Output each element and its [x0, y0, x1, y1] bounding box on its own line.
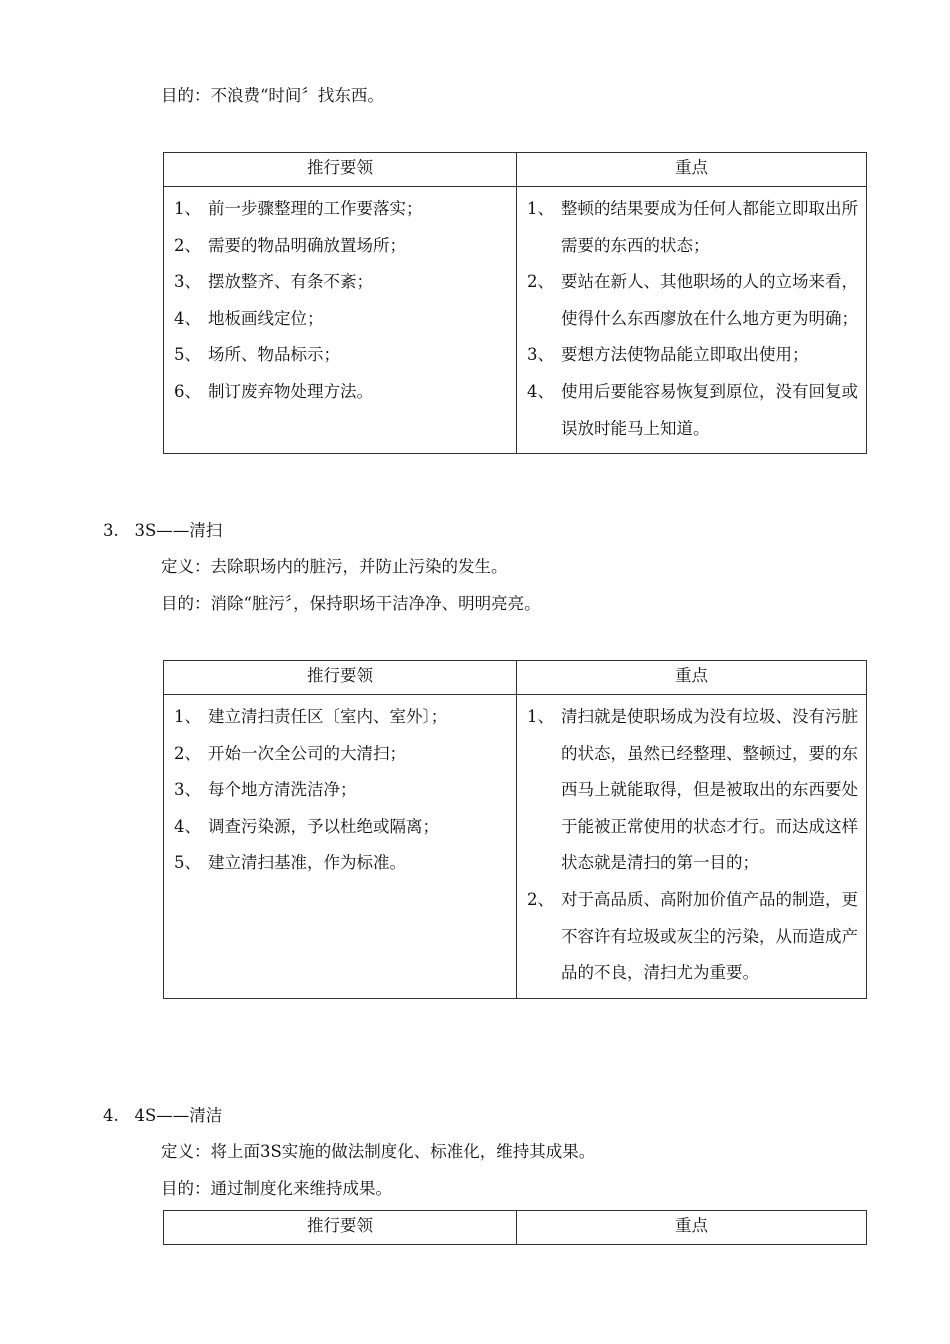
- list-item: 4、 调查污染源，予以杜绝或隔离；: [174, 816, 439, 836]
- section-4-purpose: 目的：通过制度化来维持成果。: [161, 1179, 392, 1198]
- table-header-left: 推行要领: [164, 661, 517, 695]
- seiton-purpose: 目的：不浪费“时间〞找东西。: [161, 86, 384, 105]
- seiketsu-table: [163, 1210, 867, 1245]
- section-3-number: 3.: [103, 521, 119, 540]
- table-header-left: 推行要领: [164, 1211, 517, 1245]
- list-item: 3、 要想方法使物品能立即取出使用；: [527, 345, 809, 365]
- table-header-right: 重点: [517, 153, 867, 187]
- section-3-definition: 定义：去除职场内的脏污，并防止污染的发生。: [161, 557, 508, 576]
- list-item: 1、 建立清扫责任区〔室内、室外〕；: [174, 707, 448, 726]
- focus-column: [517, 187, 867, 454]
- section-4-heading: [103, 1105, 222, 1127]
- section-4-number: 4.: [103, 1106, 119, 1125]
- list-item: 6、 制订废弃物处理方法。: [174, 381, 373, 401]
- list-item: 3、 摆放整齐、有条不紊；: [174, 272, 373, 292]
- list-item: 2、 开始一次全公司的大清扫；: [174, 743, 406, 763]
- table-header-left: 推行要领: [164, 153, 517, 187]
- key-points-column: [164, 695, 517, 999]
- section-3-purpose: 目的：消除“脏污〞，保持职场干洁净净、明明亮亮。: [161, 594, 541, 613]
- key-points-column: [164, 187, 517, 454]
- list-item: 1、 前一步骤整理的工作要落实；: [174, 199, 423, 218]
- focus-column: [517, 695, 867, 999]
- list-item: 2、 需要的物品明确放置场所；: [174, 235, 406, 255]
- list-item: 1、 整顿的结果要成为任何人都能立即取出所需要的东西的状态；: [527, 199, 858, 255]
- list-item: 3、 每个地方清洗洁净；: [174, 780, 357, 800]
- seiso-table: [163, 660, 867, 999]
- seiton-table: [163, 152, 867, 454]
- list-item: 2、 要站在新人、其他职场的人的立场来看，使得什么东西廖放在什么地方更为明确；: [527, 272, 858, 328]
- section-3-title: 3S——清扫: [134, 521, 223, 540]
- list-item: 2、 对于高品质、高附加价值产品的制造，更不容许有垃圾或灰尘的污染，从而造成产品的不良，清扫尤为重要。: [527, 889, 858, 983]
- table-header-right: 重点: [517, 1211, 867, 1245]
- list-item: 4、 地板画线定位；: [174, 308, 324, 328]
- section-4-title: 4S——清洁: [134, 1106, 223, 1125]
- list-item: 5、 场所、物品标示；: [174, 345, 340, 365]
- list-item: 4、 使用后要能容易恢复到原位，没有回复或误放时能马上知道。: [527, 381, 858, 438]
- section-4-definition: 定义：将上面3S实施的做法制度化、标准化，维持其成果。: [161, 1142, 596, 1161]
- list-item: 1、 清扫就是使职场成为没有垃圾、没有污脏的状态，虽然已经整理、整顿过，要的东西马上就能取得，但是被取出的东西要处于能被正常使用的状态才行。而达成这样状态就是清扫的第一目的；: [527, 707, 858, 873]
- section-3-heading: [103, 520, 222, 542]
- table-header-right: 重点: [517, 661, 867, 695]
- list-item: 5、 建立清扫基准，作为标准。: [174, 853, 406, 873]
